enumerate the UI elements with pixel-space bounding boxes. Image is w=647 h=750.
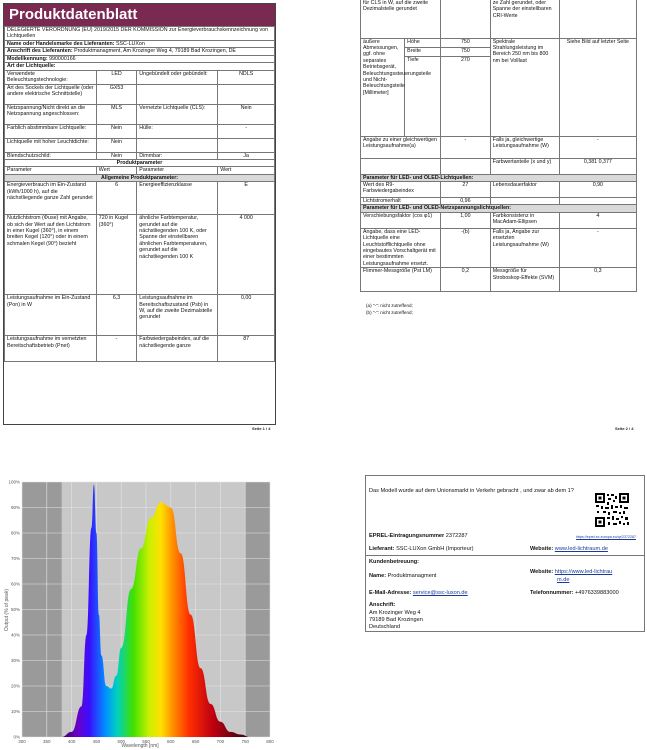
customer-service-label: Kundenbetreuung: [369,559,420,565]
cell [559,0,636,38]
cell: - [559,136,636,158]
x-tick-label: 550 [142,739,150,744]
cell: für CLS in W, auf die zweite Dezimalstelle gerundet [361,0,441,38]
cell: Lichtquelle mit hoher Leuchtdichte: [5,138,97,152]
website2-row [530,569,612,576]
height-label: Höhe [405,38,441,47]
cell [441,0,491,38]
x-tick-label: 300 [18,739,26,744]
supplier-value: SSC-LUXon GmbH (Importeur) [396,546,474,552]
x-tick-label: 800 [266,739,274,744]
name-row [369,573,437,580]
cell: Ja [218,152,275,159]
cell: 720 in Kugel (360°) [96,215,137,295]
model-label: Modellkennung: [7,55,48,62]
cell: Nein [96,138,137,152]
cell: Vernetzte Lichtquelle (CLS): [137,104,218,124]
address-line-1: Am Krozinger Weg 4 [369,610,421,616]
page-2-frame [360,0,637,300]
cell: E [218,182,275,215]
info-frame [365,475,645,632]
eprel-row [369,533,468,540]
x-axis-label: Wavelength [nm] [121,743,159,749]
divider [366,555,644,556]
x-tick-label: 750 [241,739,249,744]
x-tick-label: 500 [117,739,125,744]
name-value: Produktmanagment [387,573,437,579]
spectrum-page [0,470,290,750]
cell: Verschiebungsfaktor (cos φ1) [361,212,441,228]
cell: 6 [96,182,137,215]
cell: Energieverbrauch im Ein-Zustand (kWh/1000 h), auf die nächstliegende ganze Zahl gerundet [5,182,97,215]
cell: 0,96 [441,197,491,204]
header-cell: Parameter [5,167,97,174]
y-axis-label: Output (% of peak) [4,589,10,631]
cell: Falls ja, Angabe zur ersetzten Leistungsaufnahme (W) [490,228,559,267]
y-tick-label: 90% [10,505,20,510]
email-link[interactable]: service@ssc-luxon.de [412,590,468,596]
cell: GX53 [96,84,137,104]
page-number: Seite 1 / 4 [252,426,271,431]
y-tick-label: 100% [8,479,20,485]
supplier-row [369,546,473,553]
cell: Farbwertanteile (x und y) [490,158,559,174]
cell: Falls ja, gleichwertige Leistungsaufnahme (W) [490,136,559,158]
website-label: Website: [530,546,554,552]
cell [559,197,636,204]
cell: 0,381 0,377 [559,158,636,174]
website2-label: Website: [530,569,554,575]
cell: 0,2 [441,268,491,292]
cell: Nein [96,124,137,138]
y-tick-label: 20% [10,683,20,689]
cell: Farblich abstimmbare Lichtquelle: [5,124,97,138]
cell: Wert des R9-Farbwiedergabeindex [361,181,441,197]
datasheet-page-2 [360,0,647,435]
cell: Nutzlichtstrom (Φuse) mit Angabe, ob sich der Wert auf den Lichtstrom in einer Kugel (360°), in einem breiten Kegel (120°) oder in einem schmalen Kegel (90°) bezieht [5,215,97,295]
cell [218,138,275,152]
mains-led-parameters-heading: Parameter für LED- und OLED-Netzspannungslichtquellen: [361,205,637,212]
cell: Leistungsaufnahme im Bereitschaftszustand (Psb) in W, auf die zweite Dezimalstelle gerundet [137,295,218,336]
width-value: 750 [441,47,491,56]
address-line-2: 79189 Bad Krozingen [369,617,423,623]
address-value: Produktmanagment, Am Krozinger Weg 4, 79189 Bad Krozingen, DE [74,48,236,55]
cell: Nein [218,104,275,124]
x-tick-label: 700 [216,739,225,744]
footnotes [360,302,413,316]
website2-link[interactable]: https://www.led-lichtrau [554,569,613,575]
y-tick-label: 60% [10,581,20,587]
cell: MLS [96,104,137,124]
eprel-link[interactable]: https://eprel.ec.europa.eu/qr/2372287 [576,535,636,539]
cell: 6,3 [96,295,137,336]
cell: 27 [441,181,491,197]
cell: 4 [559,212,636,228]
website-row [530,546,608,553]
height-value: 750 [441,38,491,47]
cell: Blendschutzschild: [5,152,97,159]
spectral-value: Siehe Bild auf letzter Seite [559,38,636,136]
cell: Messgröße für Stroboskop-Effekte (SVM) [490,268,559,292]
cell: 0,90 [559,181,636,197]
customer-service-heading [369,559,419,566]
y-tick-label: 50% [10,607,20,612]
address-label: Anschrift des Lieferanten: [7,48,73,55]
email-row [369,590,468,597]
supplier-value: SSC-LUXon [115,41,145,47]
address-label: Anschrift: [369,602,396,608]
model-value: 990000166 [49,55,76,62]
depth-value: 270 [441,56,491,136]
cell [441,158,491,174]
phone-label: Telefonnummer: [530,590,574,596]
cell: NDLS [218,70,275,84]
cell: Art des Sockels der Lichtquelle (oder andere elektrische Schnittstelle) [5,84,97,104]
email-label: E-Mail-Adresse: [369,590,412,596]
x-tick-label: 400 [67,739,76,744]
cell: Dimmbar: [137,152,218,159]
footnote-a: (a) "-": nicht zutreffend; [366,303,413,308]
datasheet-page-1 [0,0,290,435]
cell: -(b) [441,228,491,267]
x-tick-label: 650 [191,739,200,744]
cell: 1,00 [441,212,491,228]
cell: Flimmer-Messgröße (Pst LM) [361,268,441,292]
general-parameters-heading: Allgemeine Produktparameter: [5,174,275,181]
cell [218,84,275,104]
website2-link-cont[interactable]: m.de [557,577,570,583]
name-label: Name: [369,573,387,579]
cell: Nein [96,152,137,159]
cell: Ungebündelt oder gebündelt: [137,70,218,84]
footnote-b: (b) "-": nicht zutreffend; [366,310,413,315]
header-cell: Wert [218,167,275,174]
cell [490,197,559,204]
cell: 0,00 [218,295,275,336]
cell: ähnliche Farbtemperatur, gerundet auf die nächstliegenden 100 K, oder Spanne der einstellbaren ähnlichen Farbtemperaturen, gerundet auf die nächstliegenden 100 K [137,215,218,295]
parameters-table [360,0,637,292]
cell: 4 000 [218,215,275,295]
spectrum-chart [0,470,290,750]
cell: Energieeffizienzklasse [137,182,218,215]
model-row [5,55,275,62]
header-cell: Wert [96,167,137,174]
cell [137,84,218,104]
y-tick-label: 30% [10,658,20,663]
cell: LED [96,70,137,84]
address-heading [369,602,395,609]
cell: - [96,336,137,362]
website-link[interactable]: www.led-lichtraum.de [554,546,608,552]
cell: 0,3 [559,268,636,292]
page-title: Produktdatenblatt [4,4,275,26]
supplier-label: Name oder Handelsmarke des Lieferanten: [7,41,115,47]
regulation-text: DELEGIERTE VERORDNUNG (EU) 2019/2015 DER KOMMISSION zur Energieverbrauchskennzeichnung von Lichtquellen [5,27,275,41]
eprel-page [360,475,647,685]
phone-value: +4976339883000 [574,590,619,596]
spectral-label: Spektrale Strahlungsleistung im Bereich 250 nm bis 800 nm bei Volllast [490,38,559,136]
cell [137,138,218,152]
x-tick-label: 350 [43,739,51,744]
y-tick-label: 40% [10,632,20,638]
width-label: Breite [405,47,441,56]
cell: Farbkonsistenz in MacAdam-Ellipsen [490,212,559,228]
y-tick-label: 10% [10,709,20,714]
led-parameters-heading: Parameter für LED- und OLED-Lichtquellen: [361,174,637,181]
cell: - [441,136,491,158]
cell [361,158,441,174]
cell: Angabe, dass eine LED-Lichtquelle eine Leuchtstofflichtquelle ohne eingebautes Vorschaltgerät mit einer bestimmten Leistungsaufnahme ersetzt. [361,228,441,267]
address-line-3: Deutschland [369,624,401,630]
phone-row [530,590,619,597]
header-cell: Parameter [137,167,218,174]
cell: Verwendete Beleuchtungstechnologie: [5,70,97,84]
address-row [5,48,275,55]
cell: 87 [218,336,275,362]
cell: - [218,124,275,138]
cell: Netzspannung/Nicht direkt an die Netzspannung angeschlossen: [5,104,97,124]
light-source-type-heading: Art der Lichtquelle: [5,63,275,70]
supplier-label: Lieferant: [369,546,395,552]
cell: Leistungsaufnahme im Ein-Zustand (Pon) in W [5,295,97,336]
x-tick-label: 450 [92,739,101,744]
supplier-table [4,26,275,362]
cell: Lebensdauerfaktor [490,181,559,197]
eprel-label: EPREL-Eintragungsnummer [369,533,445,539]
cell: - [559,228,636,267]
cell: Farbwiedergabeindex, auf die nächstliegende ganze [137,336,218,362]
y-tick-label: 70% [10,556,20,561]
y-ticks [8,480,20,740]
supplier-row [5,41,275,48]
cell: Hülle: [137,124,218,138]
y-tick-label: 80% [10,530,20,536]
cell: Angabe zu einer gleichwertigen Leistungsaufnahme(a) [361,136,441,158]
market-text: Das Modell wurde auf dem Unionsmarkt in Verkehr gebracht , und zwar ab dem 1? [369,488,574,494]
page-number: Seite 2 / 4 [615,426,634,431]
page-1-frame [3,3,276,425]
cell: Lichtstromerhalt [361,197,441,204]
product-parameters-heading: Produktparameter [5,160,275,167]
x-tick-label: 600 [167,739,175,744]
dimensions-label: äußere Abmessungen, ggf. ohne separates Betriebsgerät, Beleuchtungssteuerungsteile und Nicht-Beleuchtungsteile [Millimeter] [361,38,405,136]
cell: Leistungsaufnahme im vernetzten Bereitschaftsbetrieb (Pnet) [5,336,97,362]
y-tick-label: 0% [13,734,20,740]
eprel-number: 2372287 [445,533,468,539]
cell: ze Zahl gerundet, oder Spanne der einstellbaren CRI-Werte [490,0,559,38]
depth-label: Tiefe [405,56,441,136]
qr-code-icon [594,492,630,528]
